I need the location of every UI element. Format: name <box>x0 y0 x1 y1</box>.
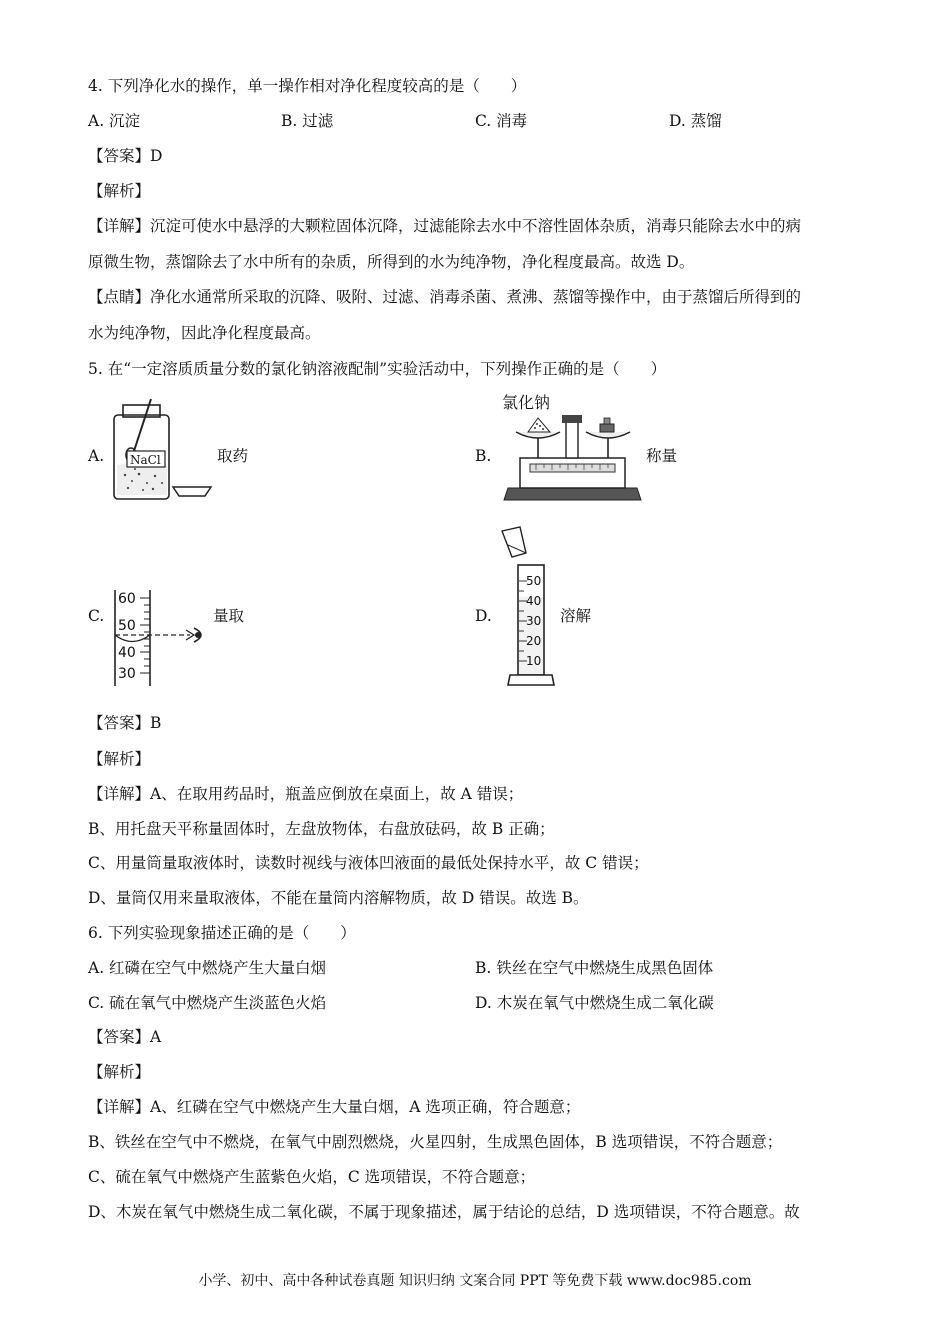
q6-option-d: D. 木炭在氧气中燃烧生成二氧化碳 <box>475 994 714 1012</box>
q5-option-a-caption: 取药 <box>217 447 249 465</box>
q5-option-b-caption: 称量 <box>646 447 678 465</box>
q5-option-a-letter: A. <box>88 447 105 465</box>
q6-detail-line: B、铁丝在空气中不燃烧，在氧气中剧烈燃烧，火星四射，生成黑色固体，B 选项错误，不符合题意； <box>88 1133 783 1151</box>
q5-detail-line: 【详解】A、在取用药品时，瓶盖应倒放在桌面上，故 A 错误； <box>88 785 524 803</box>
q6-option-c: C. 硫在氧气中燃烧产生淡蓝色火焰 <box>88 994 327 1012</box>
q6-analysis-heading: 【解析】 <box>88 1063 151 1081</box>
q4-detail-line: 【详解】沉淀可使水中悬浮的大颗粒固体沉降，过滤能除去水中不溶性固体杂质，消毒只能除去水中的病 <box>88 217 802 235</box>
q5-analysis-heading: 【解析】 <box>88 750 151 768</box>
cylinder-tick-label: 10 <box>526 654 542 668</box>
q5-option-c-caption: 量取 <box>213 607 245 625</box>
q4-option-c: C. 消毒 <box>475 112 528 130</box>
q6-detail-line: D、木炭在氧气中燃烧生成二氧化碳，不属于现象描述，属于结论的总结，D 选项错误，不符合题意。故 <box>88 1203 800 1221</box>
q4-tip-line: 【点睛】净化水通常所采取的沉降、吸附、过滤、消毒杀菌、煮沸、蒸馏等操作中，由于蒸馏后所得到的 <box>88 288 802 306</box>
cylinder-tick-label: 30 <box>526 614 542 628</box>
balance-figure <box>500 390 645 505</box>
q5-stem: 5. 在“一定溶质质量分数的氯化钠溶液配制”实验活动中，下列操作正确的是（ ） <box>88 360 667 378</box>
cylinder-tick-label: 60 <box>118 591 136 607</box>
q4-detail-line: 原微生物，蒸馏除去了水中所有的杂质，所得到的水为纯净物，净化程度最高。故选 D。 <box>88 253 695 271</box>
q4-option-a: A. 沉淀 <box>88 112 141 130</box>
q6-stem: 6. 下列实验现象描述正确的是（ ） <box>88 924 356 942</box>
cylinder-tick-label: 40 <box>118 645 136 661</box>
q5-detail-line: C、用量筒量取液体时，读数时视线与液体凹液面的最低处保持水平，故 C 错误； <box>88 854 649 872</box>
cylinder-tick-label: 30 <box>118 666 136 682</box>
q4-answer: 【答案】D <box>88 147 163 165</box>
q4-analysis-heading: 【解析】 <box>88 182 151 200</box>
q5-option-d-caption: 溶解 <box>560 607 592 625</box>
q5-answer: 【答案】B <box>88 714 162 732</box>
q4-option-b: B. 过滤 <box>281 112 334 130</box>
q5-detail-line: D、量筒仅用来量取液体，不能在量筒内溶解物质，故 D 错误。故选 B。 <box>88 889 589 907</box>
q6-detail-line: C、硫在氧气中燃烧产生蓝紫色火焰，C 选项错误，不符合题意； <box>88 1168 536 1186</box>
q4-option-d: D. 蒸馏 <box>669 112 722 130</box>
q5-detail-line: B、用托盘天平称量固体时，左盘放物体，右盘放砝码，故 B 正确； <box>88 820 555 838</box>
q4-tip-line: 水为纯净物，因此净化程度最高。 <box>88 324 321 342</box>
sodium-chloride-label: 氯化钠 <box>502 393 551 412</box>
cylinder-tick-label: 20 <box>526 634 542 648</box>
q5-option-b-letter: B. <box>475 447 492 465</box>
cylinder-tick-label: 40 <box>526 594 542 608</box>
q6-answer: 【答案】A <box>88 1028 162 1046</box>
nacl-label: NaCl <box>130 453 161 467</box>
q6-option-a: A. 红磷在空气中燃烧产生大量白烟 <box>88 959 327 977</box>
cylinder-tick-label: 50 <box>118 618 136 634</box>
q6-detail-line: 【详解】A、红磷在空气中燃烧产生大量白烟，A 选项正确，符合题意； <box>88 1098 581 1116</box>
q5-option-d-letter: D. <box>475 607 492 625</box>
q5-option-c-letter: C. <box>88 607 105 625</box>
page-footer: 小学、初中、高中各种试卷真题 知识归纳 文案合同 PPT 等免费下载 www.doc985.com <box>198 1273 752 1289</box>
graduated-cylinder-reading-figure <box>110 588 215 688</box>
cylinder-tick-label: 50 <box>526 574 542 588</box>
q4-stem: 4. 下列净化水的操作，单一操作相对净化程度较高的是（ ） <box>88 77 527 95</box>
reagent-bottle-figure <box>105 395 220 505</box>
q6-option-b: B. 铁丝在空气中燃烧生成黑色固体 <box>475 959 714 977</box>
dissolving-in-cylinder-figure <box>500 525 560 690</box>
